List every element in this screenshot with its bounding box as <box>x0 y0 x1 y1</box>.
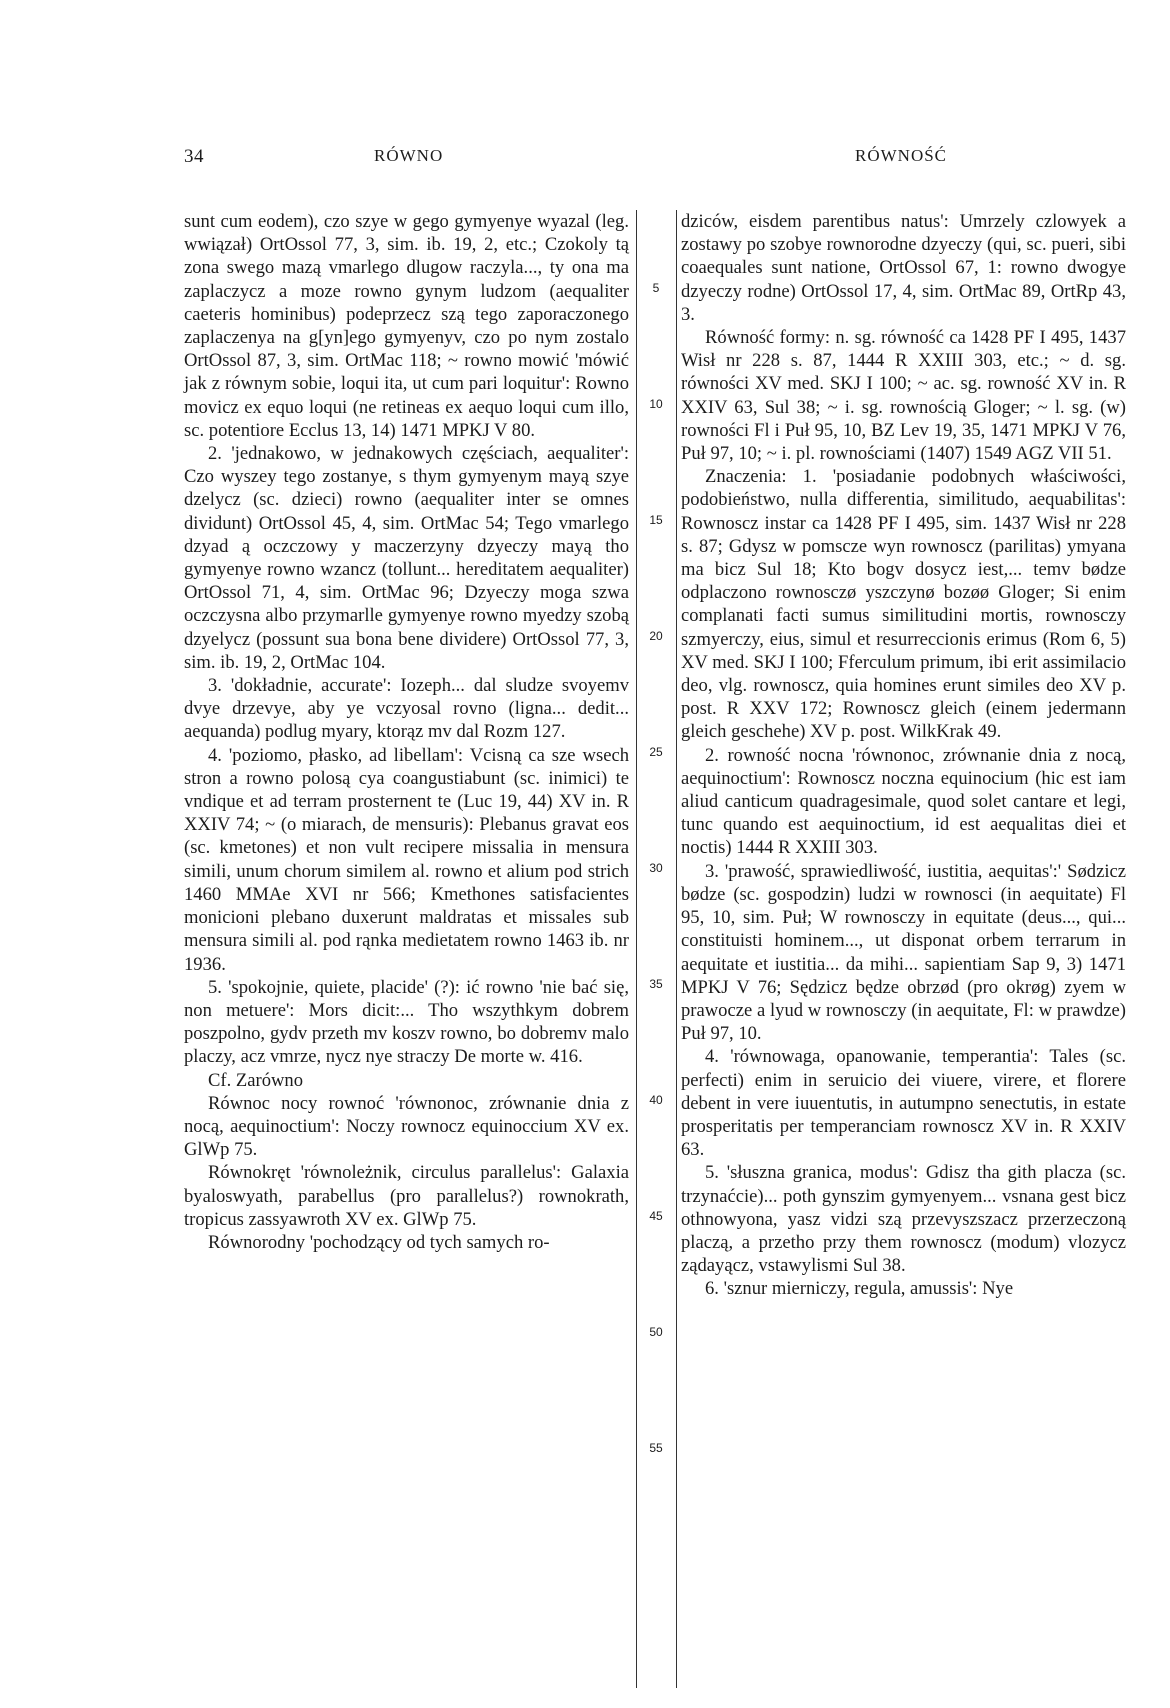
line-number: 35 <box>649 977 663 991</box>
cross-reference: Cf. Zarówno <box>208 1069 304 1091</box>
entry-paragraph: 6. 'sznur mierniczy, regula, amussis': Nye <box>705 1278 1014 1300</box>
line-number: 40 <box>649 1093 663 1107</box>
right-column <box>681 210 1126 1301</box>
line-number: 15 <box>649 513 663 527</box>
entry-paragraph: 3. 'prawość, sprawiedliwość, iustitia, aequitas':' Sødzicz bødze (sc. gospodzin) ludzi w rownosci (in aequitate) Fl 95, 10, sim. Puł; W rownosczy in equitate (deus..., qui... constituisti hominem..., ut disponat orbem terrarum in aequitate et iustitia... da mihi... sapientiam Sap 9, 3) 1471 MPKJ V 76; Sędzicz będze obrzød (pro okrøg) zyem w prawocze a lyud w rownosczy (in aequitate, Fl: w prawdze) Puł 97, 10. <box>681 860 1126 1045</box>
entry-paragraph: Równokręt 'równoleżnik, circulus parallelus': Galaxia byaloswyath, parabellus (pro parallelus?) rownokrath, tropicus zassyawroth XV ex. GlWp 75. <box>184 1162 629 1230</box>
line-number: 5 <box>652 281 660 295</box>
line-number: 10 <box>649 397 663 411</box>
entry-paragraph: 5. 'słuszna granica, modus': Gdisz tha gith placza (sc. trzynaćcie)... poth gynszim gymyenyem... vsnana gest bicz othnowyona, yasz vidzi szą przevyszszacz przerzeczoną placzą, a przetho przy them rownoscz (modum) vlozycz ządayącz, vstawylismi Sul 38. <box>681 1162 1126 1277</box>
entry-paragraph: 2. rowność nocna 'równonoc, zrównanie dnia z nocą, aequinoctium': Rownoscz noczna equinocium (hic est iam aliud canticum quadragesimale, quod solet cantare et legi, tunc quando est aequinoctium, id est aequalitas diei et noctis) 1444 R XXIII 303. <box>681 744 1126 859</box>
entry-paragraph: Równoc nocy rownoć 'równonoc, zrównanie dnia z nocą, aequinoctium': Noczy rownocz equinoccium XV ex. GlWp 75. <box>184 1092 629 1161</box>
entry-paragraph: 3. 'dokładnie, accurate': Iozeph... dal sludze svoyemv dvye drzevye, aby ye vczyosal rovno (ligna... dedit... aequanda) podlug myary, ktorąz mv dal Rozm 127. <box>184 675 629 743</box>
entry-paragraph: Znaczenia: 1. 'posiadanie podobnych właściwości, podobieństwo, nulla differentia, similitudo, aequabilitas': Rownoscz instar ca 1428 PF I 495, sim. 1437 Wisł nr 228 s. 87; Gdysz w pomscze wyn rownoscz (parilitas) ymyana ma bicz Sul 18; Kto bogv dosycz iest,... temv bødze odplaczono rownosczø yszczynø bozøø Gloger; Si enim complanati facti sumus similitudini mortis, rownosczy szmyerczy, eius, simul et resurreccionis erimus (Rom 6, 5) XV med. SKJ I 100; Fferculum primum, ibi erit assimilacio deo, vlg. rownoscz, quia homines erunt similes deo XV p. post. R XXV 172; Rownoscz gleich (einem jedermann gleich geschehe) XV p. post. WilkKrak 49. <box>681 466 1126 743</box>
line-number: 20 <box>649 629 663 643</box>
entry-paragraph: Równość formy: n. sg. równość ca 1428 PF I 495, 1437 Wisł nr 228 s. 87, 1444 R XXIII 303, etc.; ~ d. sg. równości XV med. SKJ I 100; ~ ac. sg. rowność XV in. R XXIV 63, Sul 38; ~ i. sg. rownością Gloger; ~ l. sg. (w) rowności Fl i Puł 95, 10, BZ Lev 19, 35, 1471 MPKJ V 76, Puł 97, 10; ~ i. pl. rownościami (1407) 1549 AGZ VII 51. <box>681 327 1126 465</box>
entry-paragraph: 4. 'równowaga, opanowanie, temperantia': Tales (sc. perfecti) enim in seruicio dei viuere, virere, et florere debent in vere iuuentutis, in autumpno senectutis, in estate prosperitatis per temperanciam rownoscz XV in. R XXIV 63. <box>681 1046 1126 1161</box>
running-head-right: RÓWNOŚĆ <box>855 146 948 165</box>
entry-paragraph: sunt cum eodem), czo szye w gego gymyenye wyazal (leg. wwiązał) OrtOssol 77, 3, sim. ib. 19, 2, etc.; Czokoly tą zona swego mazą vmarlego dlugow raczyla..., ty ona ma zaplaczycz a moze rowno gynym ludzom (aequaliter caeteris hominibus) podeprzecz szą tego zaporaczonego zaplaczenya na g[yn]ego gymyenyv, czo po nym zostalo OrtOssol 87, 3, sim. OrtMac 118; ~ rowno mowić 'mówić jak z równym sobie, loqui ita, ut cum pari loquitur': Rowno movicz ex equo loqui (ne retineas ex aequo loqui cum illo, sc. potentiore Ecclus 13, 14) 1471 MPKJ V 80. <box>184 211 629 441</box>
entry-paragraph: 5. 'spokojnie, quiete, placide' (?): ić rowno 'nie bać się, non metuere': Mors dicit:... Tho wszythkym dobrem poszpolno, gydv przeth mv koszv rowno, bo dobremv malo placzy, acz vmrze, nycz nye straczy De morte w. 416. <box>184 976 629 1068</box>
line-number: 25 <box>649 745 663 759</box>
entry-paragraph: dziców, eisdem parentibus natus': Umrzely czlowyek a zostawy po szobye rownorodne dzyeczy (qui, sc. pueri, sibi coaequales sunt natione, OrtOssol 67, 1: rowno dwogye dzyeczy rodne) OrtOssol 17, 4, sim. OrtMac 89, OrtRp 43, 3. <box>681 211 1126 325</box>
line-number: 50 <box>649 1325 663 1339</box>
entry-paragraph: Równorodny 'pochodzący od tych samych ro- <box>208 1231 550 1253</box>
entry-paragraph: 2. 'jednakowo, w jednakowych częściach, aequaliter': Czo wyszey tego zostanye, s thym gymyenym mayą szye dzelycz (sc. dzieci) rowno (aequaliter inter se omnes dividunt) OrtOssol 45, 4, sim. OrtMac 54; Tego vmarlego dzyad ą oczczowy y maczerzyny dzyeczy mayą tho gymyenye rowno wzancz (tollunt... hereditatem aequaliter) OrtOssol 71, 4, sim. OrtMac 96; Dzyeczy moga szwa oczczysna albo przymarlle gymyenye rowno myedzy szobą dzyelycz (possunt sua bona bene dividere) OrtOssol 77, 3, sim. ib. 19, 2, OrtMac 104. <box>184 443 629 673</box>
running-head-left: RÓWNO <box>374 146 444 165</box>
left-column <box>184 210 629 1254</box>
line-number: 45 <box>649 1209 663 1223</box>
page-number: 34 <box>184 146 204 167</box>
column-rule-left <box>636 210 637 1688</box>
column-rule-right <box>676 210 677 1688</box>
line-number: 30 <box>649 861 663 875</box>
line-number: 55 <box>649 1441 663 1455</box>
entry-paragraph: 4. 'poziomo, płasko, ad libellam': Vcisną ca sze wsech stron a rowno polosą cya coangustiabunt (sc. inimici) te vndique et ad terram prosternent te (Luc 19, 44) XV in. R XXIV 74; ~ (o miarach, de mensuris): Plebanus gravat eos (sc. kmetones) et non vult recipere missalia in mensura simili, unum chorum similem al. rowno et alium pod strich 1460 MMAe XVI nr 566; Kmethones satisfacientes monicioni plebano duxerunt maldratas et missales sub mensura simili al. pod rąnka medietatem rowno 1463 ib. nr 1936. <box>184 744 629 975</box>
